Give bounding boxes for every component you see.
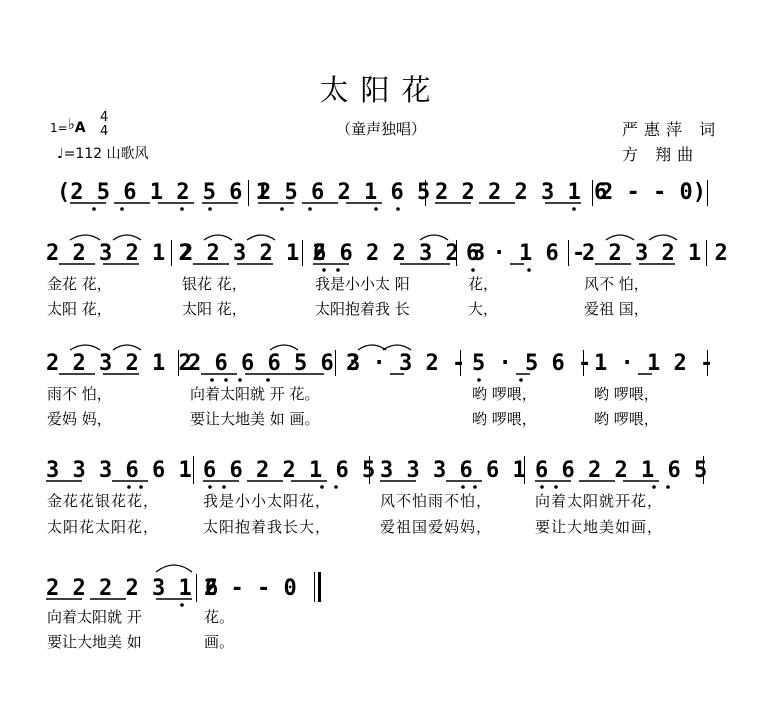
row1-measure4-notes: 2 - - 0) — [600, 180, 706, 205]
row5-verse2-lyric: 画。 — [204, 633, 235, 651]
time-signature-bottom: 4 — [100, 124, 109, 139]
lyricist-credit: 严惠萍 词 — [622, 120, 722, 139]
row2-verse1-lyric: 风不 怕， — [584, 275, 649, 293]
slurs — [70, 235, 677, 572]
row4-verse2-lyric: 爱祖国爱妈妈， — [380, 518, 493, 536]
row4-measure2-notes: 6 6 2 2 1 6 5 — [203, 458, 376, 483]
row2-verse2-lyric: 大， — [468, 300, 499, 318]
row2-measure3-notes: 6 6 2 2 3 2 3 — [313, 241, 486, 266]
song-title: 太阳花 — [319, 73, 443, 107]
row4-verse1-lyric: 向着太阳就开花， — [535, 492, 664, 510]
row2-verse2-lyric: 爱祖 国， — [584, 300, 649, 318]
row4-verse1-lyric: 金花花银花花， — [47, 492, 160, 510]
row2-measure1-notes: 2 2 3 2 1 2 — [46, 241, 192, 266]
row4-measure1-notes: 3 3 3 6 6 1 — [46, 458, 192, 483]
row2-verse1-lyric: 花， — [468, 275, 499, 293]
row1-measure1-notes: (2 5 6 1 2 5 6 1 — [57, 180, 269, 205]
row2-verse1-lyric: 金花 花， — [47, 275, 112, 293]
row5-verse1-lyric: 向着太阳就 开 — [47, 608, 142, 626]
row2-measure2-notes: 2 2 3 2 1 2 — [180, 241, 326, 266]
row2-verse2-lyric: 太阳抱着我 长 — [315, 300, 410, 318]
row5-measure1-notes: 2 2 2 2 3 1 6 — [46, 576, 219, 601]
row3-verse2-lyric: 爱妈 妈， — [47, 410, 112, 428]
row3-verse2-lyric: 哟 啰喂， — [594, 410, 659, 428]
row3-verse1-lyric: 雨不 怕， — [47, 385, 112, 403]
row4-verse1-lyric: 我是小小太阳花， — [203, 492, 332, 510]
style-marking: 山歌风 — [106, 146, 149, 162]
quarter-note-icon: ♩ — [57, 146, 64, 162]
row4-measure3-notes: 3 3 3 6 6 1 — [380, 458, 526, 483]
row2-measure5-notes: 2 2 3 2 1 2 — [582, 241, 728, 266]
row3-verse1-lyric: 哟 啰喂， — [594, 385, 659, 403]
key-prefix: 1= — [50, 121, 68, 135]
key-note: A — [74, 120, 86, 136]
flat-sign: ♭ — [67, 115, 75, 133]
row3-measure1-notes: 2 2 3 2 1 2 — [46, 351, 192, 376]
row4-verse2-lyric: 太阳花太阳花， — [47, 518, 160, 536]
row4-verse2-lyric: 要让大地美如画， — [535, 518, 664, 536]
row5-verse1-lyric: 花。 — [204, 608, 235, 626]
song-subtitle: （童声独唱） — [335, 120, 426, 138]
underlines — [46, 203, 675, 599]
row2-verse1-lyric: 我是小小太 阳 — [315, 275, 410, 293]
row5-verse2-lyric: 要让大地美 如 — [47, 633, 142, 651]
row5-measure2-notes: 2 - - 0 — [204, 576, 297, 601]
row3-measure4-notes: 5 · 5 6 - — [472, 351, 592, 376]
octave-dots — [92, 207, 670, 607]
row3-measure2-notes: 2 6 6 6 5 6 3 — [188, 351, 361, 376]
time-signature-top: 4 — [100, 110, 109, 125]
tempo-value: =112 — [63, 146, 103, 162]
row3-verse1-lyric: 向着太阳就 开 花。 — [190, 385, 320, 403]
row2-verse1-lyric: 银花 花， — [182, 275, 247, 293]
row3-verse2-lyric: 要让大地美 如 画。 — [190, 410, 320, 428]
row1-measure3-notes: 2 2 2 2 3 1 6 — [435, 180, 608, 205]
row1-measure2-notes: 2 5 6 2 1 6 5 — [258, 180, 431, 205]
composer-credit: 方 翔曲 — [622, 145, 700, 164]
row3-verse2-lyric: 哟 啰喂， — [472, 410, 537, 428]
row3-measure5-notes: 1 · 1 2 - — [594, 351, 714, 376]
row4-verse1-lyric: 风不怕雨不怕， — [380, 492, 493, 510]
row2-measure4-notes: 6 · 1 6 - — [466, 241, 586, 266]
row3-measure3-notes: 2 · 3 2 - — [346, 351, 466, 376]
row4-measure4-notes: 6 6 2 2 1 6 5 — [535, 458, 708, 483]
row2-verse2-lyric: 太阳 花， — [47, 300, 112, 318]
row4-verse2-lyric: 太阳抱着我长大， — [203, 518, 332, 536]
row3-verse1-lyric: 哟 啰喂， — [472, 385, 537, 403]
row2-verse2-lyric: 太阳 花， — [182, 300, 247, 318]
